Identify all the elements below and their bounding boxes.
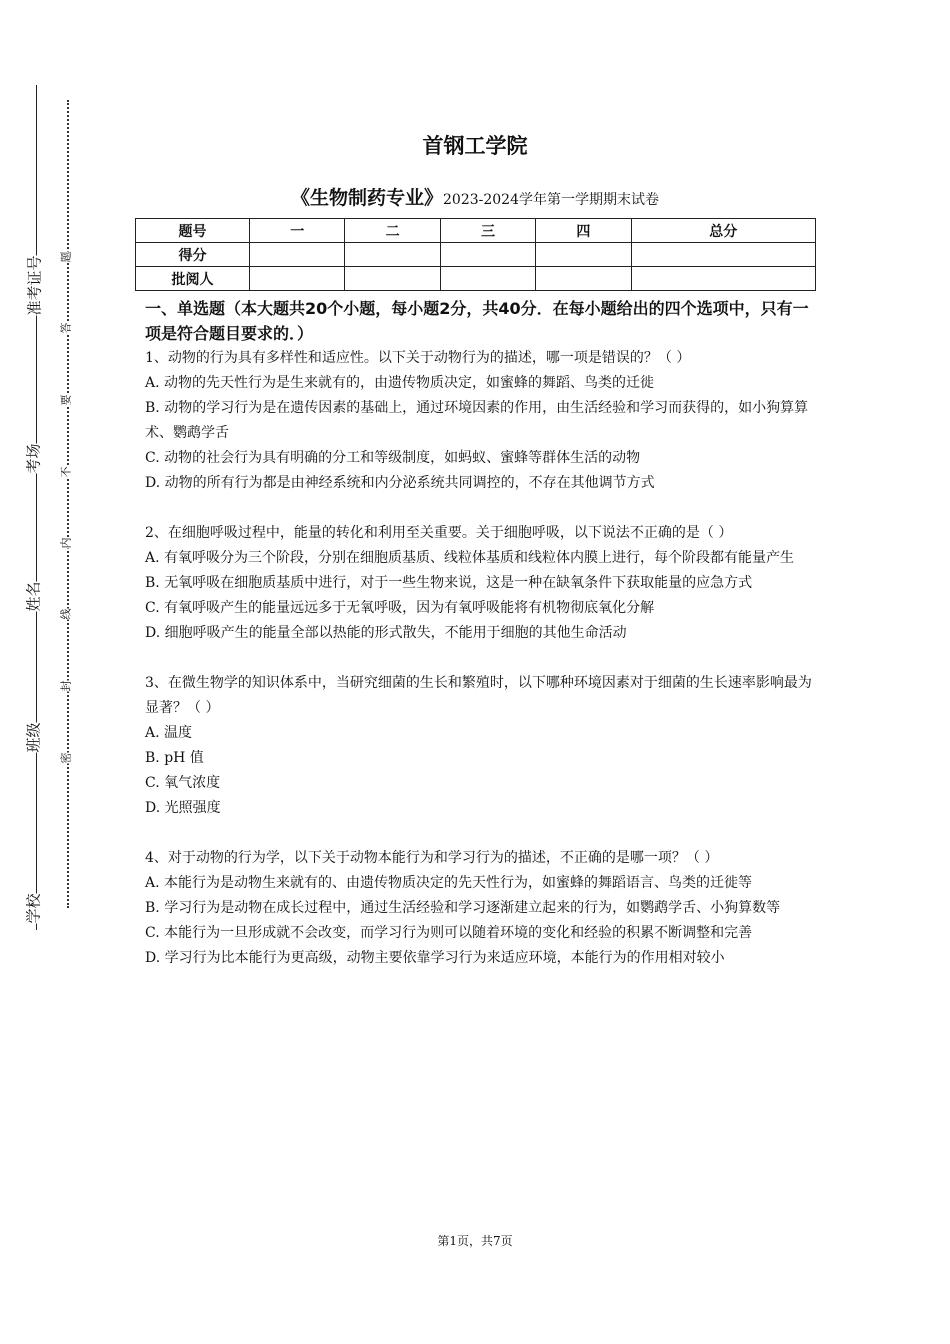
score-cell [250,267,345,291]
seal-char: 封 [56,681,76,692]
course-name: 《生物制药专业》 [290,187,443,209]
seal-char: 要 [56,395,76,406]
score-cell [440,267,535,291]
option-c: C. 本能行为一旦形成就不会改变，而学习行为则可以随着环境的变化和经验的积累不断调整和完善 [145,925,753,941]
score-header-cell: 总分 [631,219,815,243]
option-c: C. 氧气浓度 [145,775,221,791]
score-row-label: 批阅人 [136,267,250,291]
option-d: D. 动物的所有行为都是由神经系统和内分泌系统共同调控的，不存在其他调节方式 [145,475,655,491]
score-cell [345,267,440,291]
score-header-cell: 一 [250,219,345,243]
question-3 [145,671,815,821]
term-label: 2023-2024学年第一学期期末试卷 [443,192,659,208]
score-cell [345,243,440,267]
school-title: 首钢工学院 [422,134,528,158]
binding-label-school: 学校 [24,893,43,924]
page-footer: 第1页，共7页 [437,1234,513,1248]
option-d: D. 学习行为比本能行为更高级，动物主要依靠学习行为来适应环境，本能行为的作用相对较小 [145,950,725,966]
option-a: A. 温度 [145,725,193,741]
option-c: C. 有氧呼吸产生的能量远远多于无氧呼吸，因为有氧呼吸能将有机物彻底氧化分解 [145,600,655,616]
seal-char: 题 [56,252,76,263]
question-content [145,296,815,971]
score-header-cell: 二 [345,219,440,243]
option-c: C. 动物的社会行为具有明确的分工和等级制度，如蚂蚁、蜜蜂等群体生活的动物 [145,450,641,466]
binding-dotted-line [67,100,69,908]
score-cell [631,243,815,267]
score-header-cell: 题号 [136,219,250,243]
seal-char: 线 [56,609,76,620]
score-cell [536,267,631,291]
option-d: D. 光照强度 [145,800,221,816]
question-stem: 1、动物的行为具有多样性和适应性。以下关于动物行为的描述，哪一项是错误的？（ ） [145,350,691,366]
score-cell [536,243,631,267]
binding-label-exam-id: 准考证号 [25,255,44,316]
score-header-cell: 三 [440,219,535,243]
seal-char: 不 [56,467,76,478]
question-2 [145,521,815,646]
score-row-label: 得分 [136,243,250,267]
score-table-row [136,267,816,291]
score-cell [250,243,345,267]
binding-label-class: 班级 [24,722,43,753]
score-table-row [136,243,816,267]
option-d: D. 细胞呼吸产生的能量全部以热能的形式散失，不能用于细胞的其他生命活动 [145,625,627,641]
option-b: B. 学习行为是动物在成长过程中，通过生活经验和学习逐渐建立起来的行为，如鹦鹉学舌、小狗算数等 [145,900,781,916]
seal-char: 内 [56,538,76,549]
section-heading: 一、单选题（本大题共20个小题，每小题2分，共40分．在每小题给出的四个选项中，只有一项是符合题目要求的．） [145,299,809,343]
score-cell [440,243,535,267]
question-1 [145,346,815,496]
option-b: B. 动物的学习行为是在遗传因素的基础上，通过环境因素的作用，由生活经验和学习而获得的，如小狗算算术、鹦鹉学舌 [145,400,809,441]
score-cell [631,267,815,291]
option-a: A. 动物的先天性行为是生来就有的，由遗传物质决定，如蜜蜂的舞蹈、鸟类的迁徙 [145,375,655,391]
option-a: A. 本能行为是动物生来就有的、由遗传物质决定的先天性行为，如蜜蜂的舞蹈语言、鸟类的迁徙等 [145,875,753,891]
seal-char: 答 [56,323,76,334]
question-4 [145,846,815,971]
score-header-cell: 四 [536,219,631,243]
question-stem: 3、在微生物学的知识体系中，当研究细菌的生长和繁殖时，以下哪种环境因素对于细菌的生长速率影响最为显著？（ ） [145,675,812,716]
score-table-header-row [136,219,816,243]
option-b: B. 无氧呼吸在细胞质基质中进行，对于一些生物来说，这是一种在缺氧条件下获取能量的应急方式 [145,575,753,591]
seal-char: 密 [56,753,76,764]
question-stem: 2、在细胞呼吸过程中，能量的转化和利用至关重要。关于细胞呼吸，以下说法不正确的是（ ） [145,525,733,541]
binding-label-exam-room: 考场 [24,443,43,474]
option-a: A. 有氧呼吸分为三个阶段，分别在细胞质基质、线粒体基质和线粒体内膜上进行，每个阶段都有能量产生 [145,550,795,566]
binding-solid-line [36,85,37,930]
question-stem: 4、对于动物的行为学，以下关于动物本能行为和学习行为的描述，不正确的是哪一项？（ ） [145,850,719,866]
binding-label-name: 姓名 [24,581,43,612]
exam-subtitle [0,183,950,210]
score-table [135,218,816,291]
option-b: B. pH 值 [145,750,204,766]
